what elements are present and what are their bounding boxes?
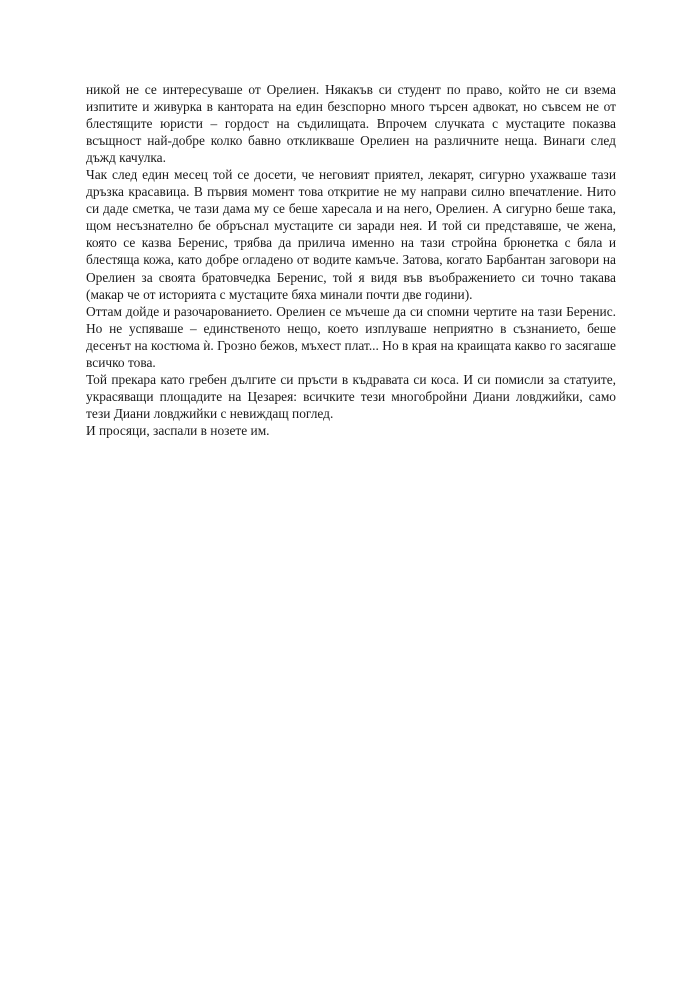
paragraph: Чак след един месец той се досети, че неговият приятел, лекарят, сигурно ухажваше тази дръзка красавица. В първия момент това откритие не му направи силно впечатление. Нито си даде сметка, че тази дама му се беше харесала и на него, Орелиен. А сигурно беше така, щом несъзнателно бе обръснал мустаците си заради нея. И той си представяше, че жена, която се казва Беренис, трябва да прилича именно на тази стройна брюнетка с бяла и блестяща кожа, като добре огладено от водите камъче. Затова, когато Барбантан заговори на Орелиен за своята братовчедка Беренис, той я видя във въображението си точно такава (макар че от историята с мустаците бяха минали почти две години). [86,167,616,302]
paragraph: Той прекара като гребен дългите си пръсти в къдравата си коса. И си помисли за статуите, украсяващи площадите на Цезарея: всичките тези многобройни Диани ловджийки, само тези Диани ловджийки с невиждащ поглед. [86,371,616,421]
paragraph: И просяци, заспали в нозете им. [86,422,270,438]
paragraph: Оттам дойде и разочарованието. Орелиен се мъчеше да си спомни чертите на тази Беренис. Но не успяваше – единственото нещо, което изплуваше неприятно в съзнанието, беше десенът на костюма ѝ. Грозно бежов, мъхест плат... Но в края на краищата какво го засягаше всичко това. [86,303,616,370]
body-text [86,81,616,439]
paragraph: никой не се интересуваше от Орелиен. Някакъв си студент по право, който не си взема изпитите и живурка в кантората на един безспорно много търсен адвокат, но съвсем не от блестящите юристи – гордост на съдилищата. Впрочем случката с мустаците показва всъщност най-добре колко бавно откликваше Орелиен на различните неща. Винаги след дъжд качулка. [86,82,616,166]
